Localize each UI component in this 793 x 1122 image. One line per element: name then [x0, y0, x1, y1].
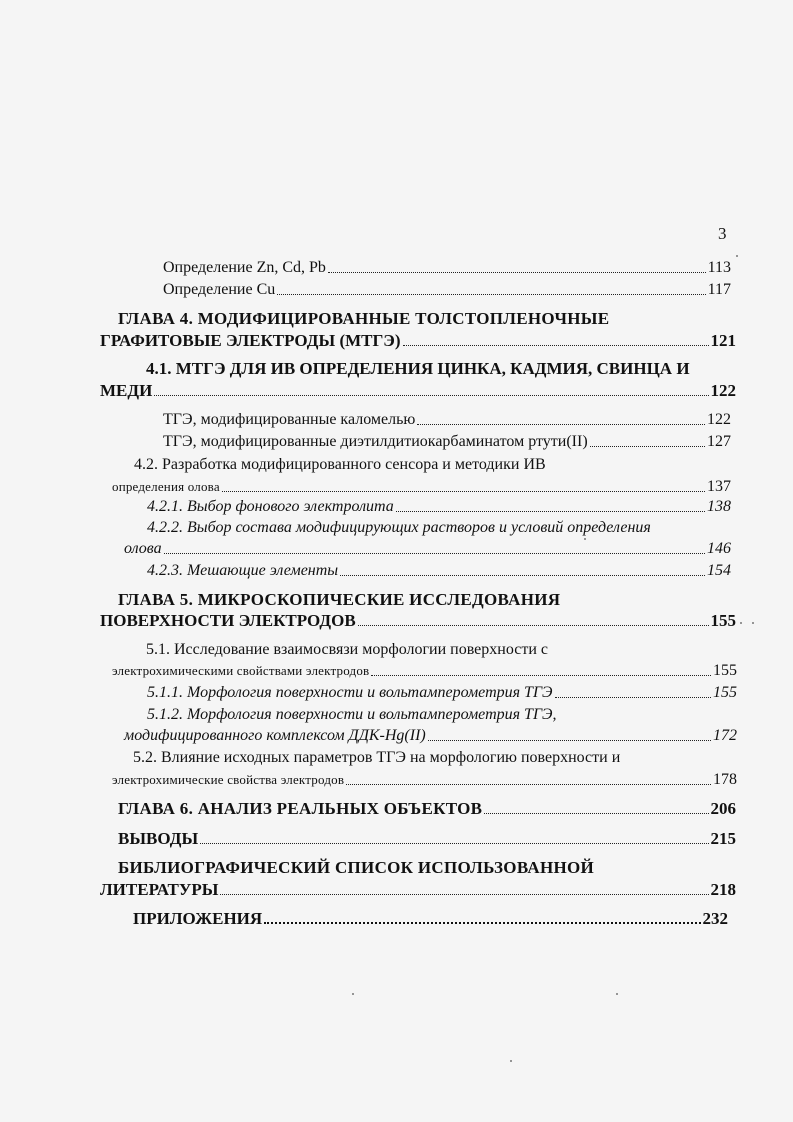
toc-entry-title: 5.2. Влияние исходных параметров ТГЭ на морфологию поверхности и [133, 749, 621, 766]
toc-entry-title: ПРИЛОЖЕНИЯ [133, 909, 263, 928]
leader-dots [484, 813, 708, 814]
leader-dots [396, 511, 705, 512]
section-4-2-2-title-line1 [147, 518, 651, 538]
toc-entry-chapter-5 [100, 611, 736, 631]
toc-entry-title: ПОВЕРХНОСТИ ЭЛЕКТРОДОВ [100, 611, 356, 630]
toc-entry-page: 154 [707, 562, 731, 579]
toc-entry-page: 122 [710, 381, 736, 400]
leader-dots [340, 575, 705, 576]
scan-speck [510, 1060, 512, 1062]
leader-dots [346, 784, 711, 785]
toc-entry-page: 206 [710, 799, 736, 818]
toc-entry-title: Определение Cu [163, 281, 276, 298]
toc-entry-page: 172 [713, 727, 737, 744]
leader-dots [371, 675, 711, 676]
toc-entry-title: 4.2.1. Выбор фонового электролита [147, 498, 394, 515]
toc-entry [163, 280, 731, 300]
leader-dots [555, 697, 711, 698]
leader-dots [277, 294, 705, 295]
toc-entry-section-4-1 [100, 381, 736, 401]
toc-entry-title: электрохимическими свойствами электродов [112, 663, 370, 678]
toc-entry-title: 5.1. Исследование взаимосвязи морфологии поверхности с [146, 641, 548, 658]
toc-entry-title: определения олова [112, 479, 220, 494]
toc-entry-title: ГЛАВА 6. АНАЛИЗ РЕАЛЬНЫХ ОБЪЕКТОВ [118, 799, 483, 818]
toc-entry-title: МЕДИ [100, 381, 153, 400]
scan-speck [352, 993, 354, 995]
toc-entry-section-5-2 [112, 770, 737, 790]
toc-entry-4-2-3 [147, 561, 731, 581]
toc-entry-page: 232 [702, 909, 728, 928]
toc-entry-title: ТГЭ, модифицированные каломелью [163, 411, 416, 428]
section-4-1-title-line1: 4.1. МТГЭ ДЛЯ ИВ ОПРЕДЕЛЕНИЯ ЦИНКА, КАДМИЯ, СВИНЦА И [146, 359, 690, 378]
toc-entry-title: электрохимические свойства электродов [112, 772, 345, 787]
toc-entry-conclusions [118, 829, 736, 849]
leader-dots [200, 843, 708, 844]
toc-entry-title: ВЫВОДЫ [118, 829, 199, 848]
section-5-1-2-title-line1 [147, 705, 557, 725]
toc-entry-page: 121 [710, 331, 736, 350]
leader-dots [428, 740, 711, 741]
chapter-5-title-line1: ГЛАВА 5. МИКРОСКОПИЧЕСКИЕ ИССЛЕДОВАНИЯ [118, 590, 561, 609]
leader-dots [328, 272, 706, 273]
toc-entry-title: олова [124, 540, 162, 557]
toc-entry-chapter-4 [100, 331, 736, 351]
leader-dots [164, 553, 705, 554]
toc-entry-appendices [133, 909, 728, 929]
toc-entry-title: модифицированного комплексом ДДК-Hg(II) [124, 727, 426, 744]
leader-dots [222, 491, 705, 492]
toc-entry-4-2-1 [147, 497, 731, 517]
leader-dots [154, 395, 708, 396]
scan-speck [752, 622, 754, 624]
scan-speck [740, 622, 742, 624]
scan-speck [584, 538, 586, 540]
toc-entry-page: 122 [707, 411, 731, 428]
toc-entry-5-1-1 [147, 683, 737, 703]
toc-entry-page: 137 [707, 478, 731, 495]
section-4-2-title-line1 [134, 455, 546, 475]
toc-entry [163, 258, 731, 278]
leader-dots [590, 446, 705, 447]
toc-entry-title: 5.1.2. Морфология поверхности и вольтамперометрия ТГЭ, [147, 706, 557, 723]
toc-entry-title: Определение Zn, Cd, Pb [163, 259, 326, 276]
toc-entry-title: 4.2.2. Выбор состава модифицирующих растворов и условий определения [147, 519, 651, 536]
leader-dots [403, 345, 709, 346]
toc-entry-page: 127 [707, 433, 731, 450]
toc-entry-section-5-1 [112, 661, 737, 681]
leader-dots [220, 894, 708, 895]
toc-entry-page: 113 [707, 259, 731, 276]
section-5-2-title-line1 [133, 748, 620, 768]
leader-dots [358, 625, 709, 626]
scan-speck [736, 255, 738, 257]
toc-entry [163, 410, 731, 430]
toc-entry-bibliography [100, 880, 736, 900]
toc-entry-section-4-2 [112, 477, 731, 497]
bibliography-title-line1: БИБЛИОГРАФИЧЕСКИЙ СПИСОК ИСПОЛЬЗОВАННОЙ [118, 858, 595, 877]
toc-entry-page: 155 [713, 662, 737, 679]
toc-entry-title: ГРАФИТОВЫЕ ЭЛЕКТРОДЫ (МТГЭ) [100, 331, 401, 350]
leader-dots [264, 922, 700, 924]
toc-entry-page: 215 [710, 829, 736, 848]
toc-entry-title: 4.2.3. Мешающие элементы [147, 562, 339, 579]
scan-speck [616, 993, 618, 995]
toc-entry-page: 138 [707, 498, 731, 515]
toc-entry-page: 155 [710, 611, 736, 630]
toc-entry-5-1-2 [124, 726, 737, 746]
toc-entry-title: 4.2. Разработка модифицированного сенсора и методики ИВ [134, 456, 546, 473]
toc-entry-page: 117 [707, 281, 731, 298]
chapter-4-title-line1: ГЛАВА 4. МОДИФИЦИРОВАННЫЕ ТОЛСТОПЛЕНОЧНЫЕ [118, 309, 610, 328]
toc-entry-page: 218 [710, 880, 736, 899]
toc-entry-4-2-2 [124, 539, 731, 559]
toc-entry-page: 178 [713, 771, 737, 788]
toc-entry-page: 146 [707, 540, 731, 557]
toc-entry-title: ЛИТЕРАТУРЫ [100, 880, 219, 899]
toc-entry-page: 155 [713, 684, 737, 701]
leader-dots [417, 424, 705, 425]
toc-entry-title: ТГЭ, модифицированные диэтилдитиокарбаминатом ртути(II) [163, 433, 588, 450]
toc-entry [163, 432, 731, 452]
toc-entry-chapter-6 [118, 799, 736, 819]
toc-entry-title: 5.1.1. Морфология поверхности и вольтамперометрия ТГЭ [147, 684, 553, 701]
section-5-1-title-line1 [146, 640, 548, 660]
page-number: 3 [718, 224, 727, 243]
